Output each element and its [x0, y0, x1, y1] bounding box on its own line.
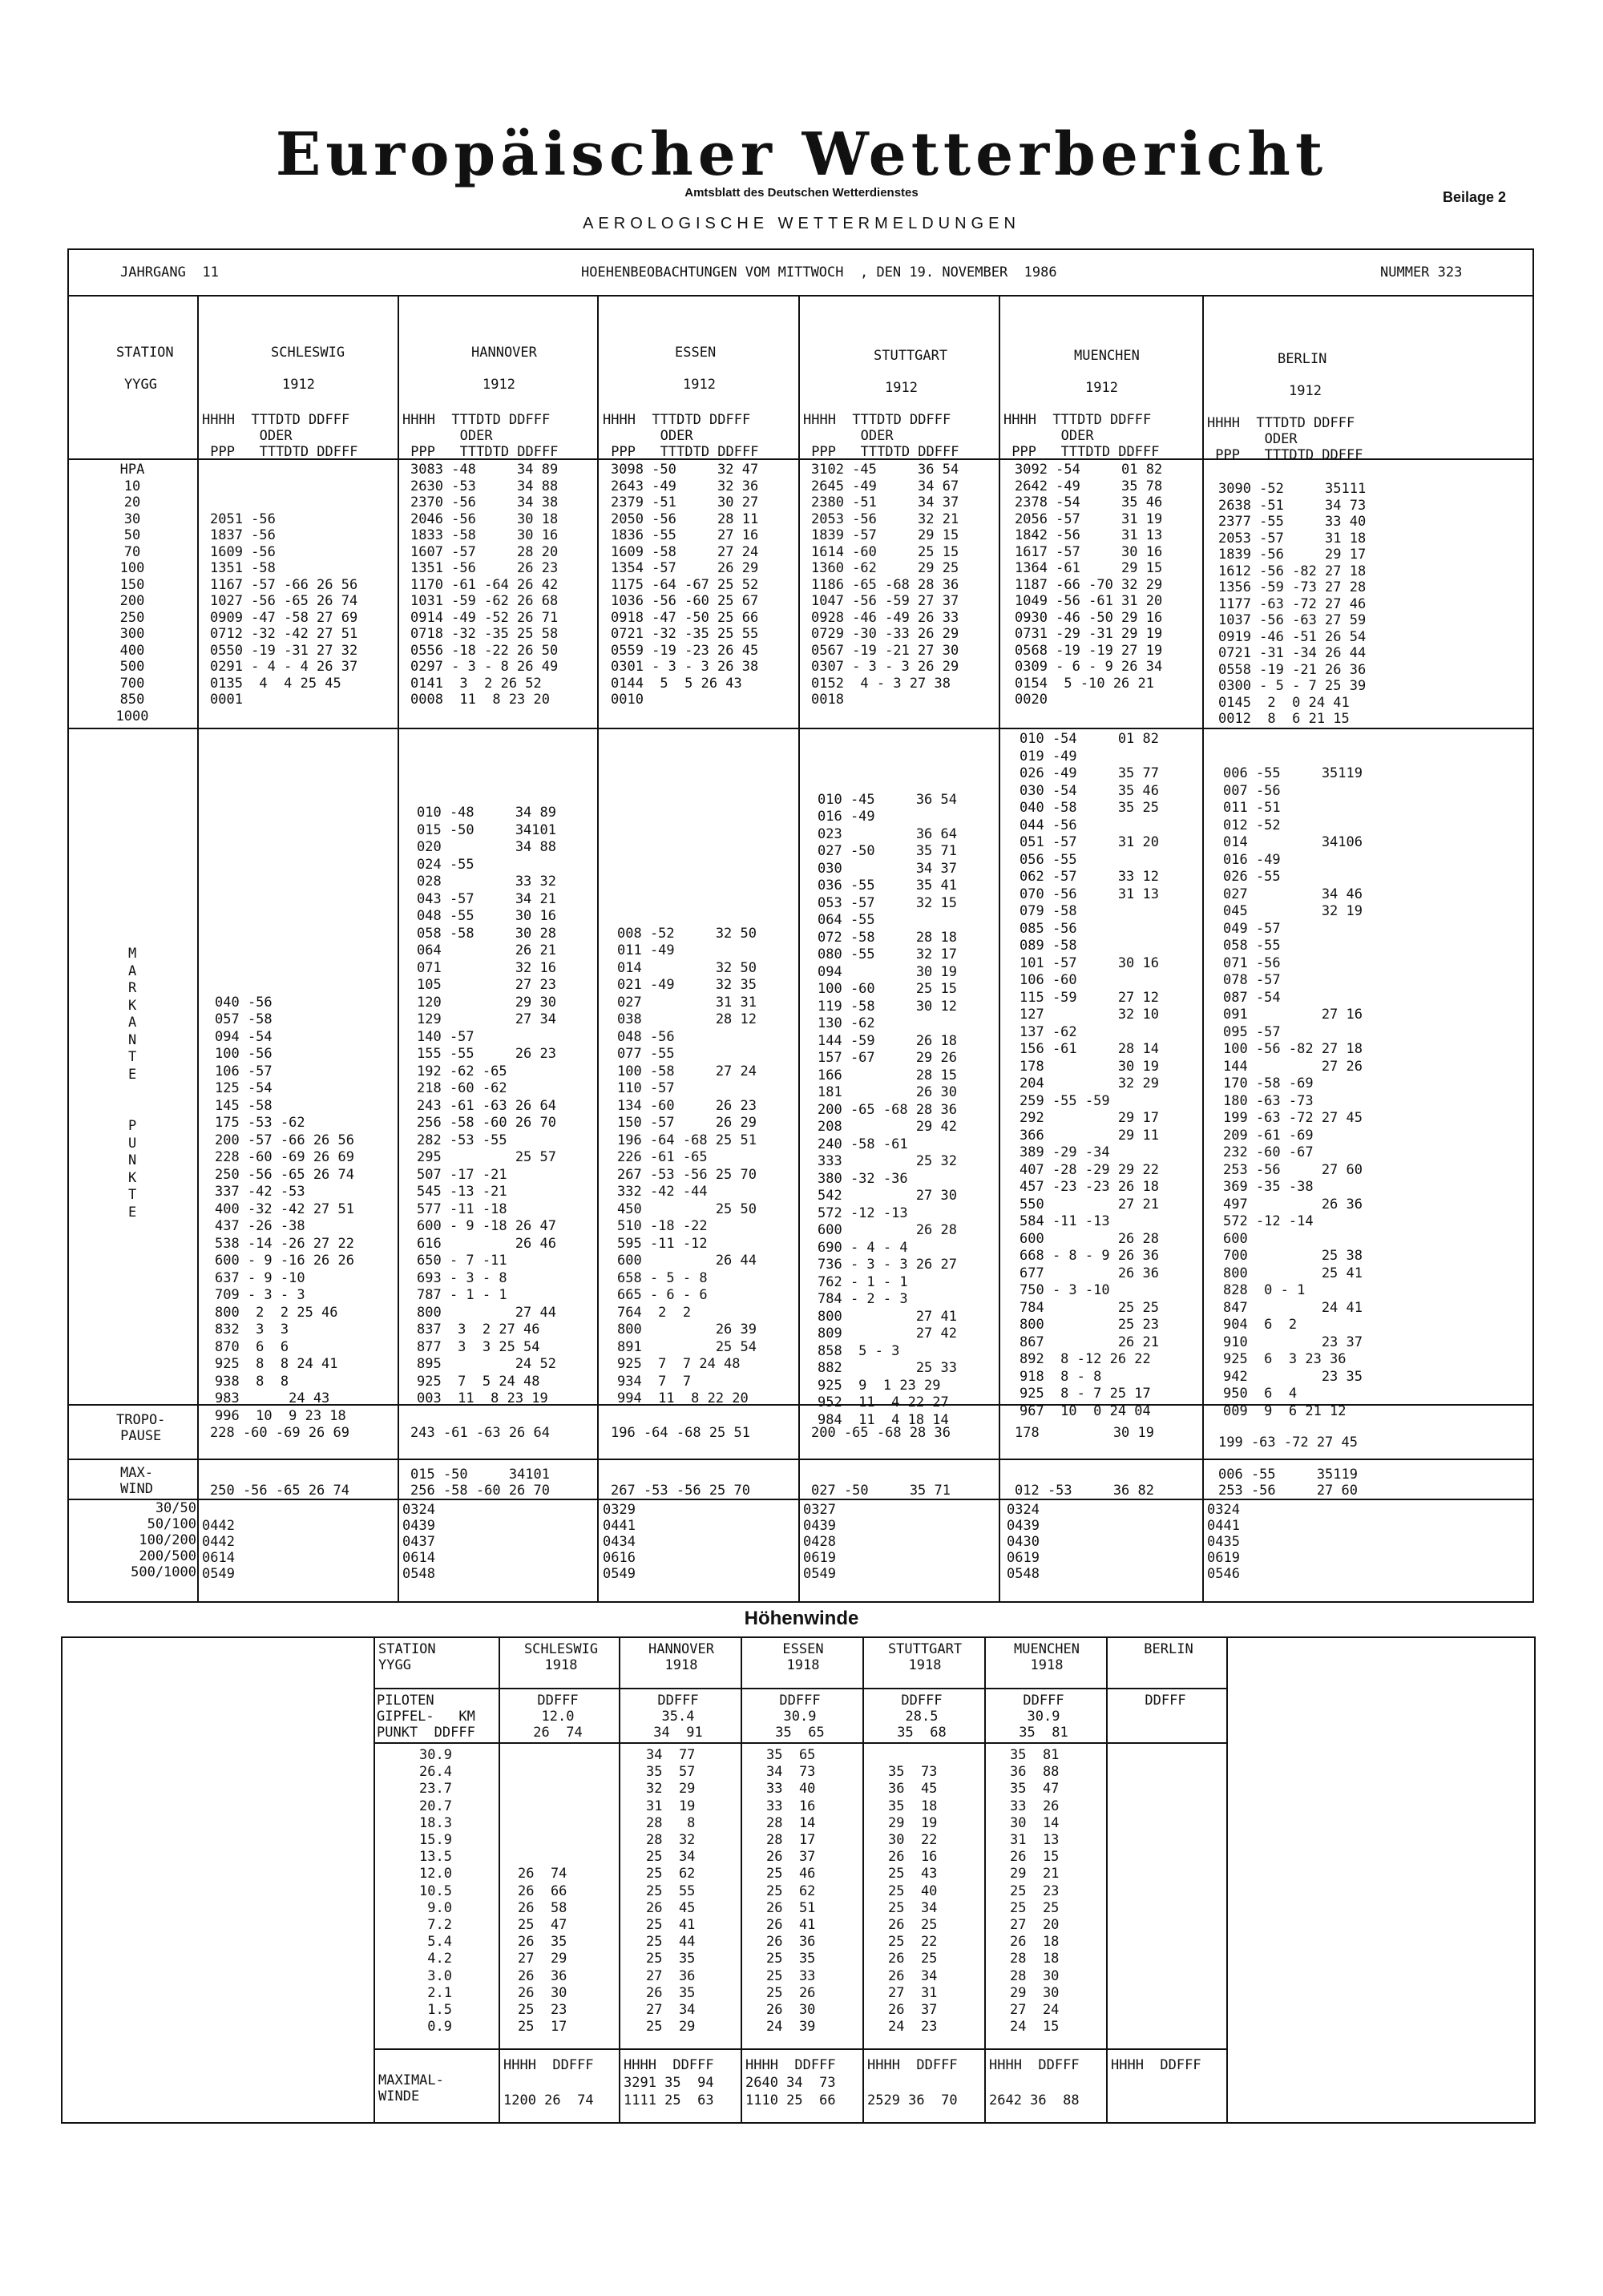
significant-points: 040 -56 057 -58 094 -54 100 -56 106 -57 125 -54 145 -58 175 -53 -62 200 -57 -66 26 56 228 -60 -69 26 69 250 -56 -65 26 74 337 -42 -53 400 -32 -42 27 51 437 -26 -38 538 -14 -26 27 22 600 - 9 -16 26 26 637 - 9 -10 709 - 3 - 3 800 2 2 25 46 832 3 3 870 6 6 925 8 8 24 41 938 8 8 983 24 43 996 10 9 23 18 — [215, 994, 354, 1424]
row-divider — [67, 728, 1534, 729]
infobar-divider — [67, 295, 1534, 297]
hw-station-name: HANNOVER 1918 — [648, 1641, 714, 1673]
hw-station-name: ESSEN 1918 — [782, 1641, 824, 1673]
significant-points: 008 -52 32 50 011 -49 014 32 50 021 -49 32 35 027 31 31 038 28 12 048 -56 077 -55 100 -58 27 24 110 -57 134 -60 26 23 150 -57 26 29 196 -64 -68 25 51 226 -61 -65 267 -53 -56 25 70 332 -42 -44 450 25 50 510 -18 -22 595 -11 -12 600 26 44 658 - 5 - 8 665 - 6 - 6 764 2 2 800 26 39 891 25 54 925 7 7 24 48 934 7 7 994 11 8 22 20 — [617, 925, 757, 1406]
col-divider — [597, 295, 599, 1603]
col-divider — [197, 295, 199, 1603]
hw-max-winds: HHHH DDFFF 2642 36 88 — [989, 2057, 1080, 2108]
col-divider — [798, 295, 800, 1603]
hw-wind-values: 26 74 26 66 26 58 25 47 26 35 27 29 26 36 26 30 25 23 25 17 — [518, 1866, 567, 2036]
col-divider — [499, 1636, 500, 2124]
tropopause-values: 199 -63 -72 27 45 — [1218, 1434, 1358, 1451]
col-divider — [741, 1636, 742, 2124]
hw-station-name: BERLIN — [1144, 1641, 1193, 1657]
layer-thickness: 0442 0442 0614 0549 — [202, 1518, 235, 1582]
hw-max-winds: HHHH DDFFF 3291 35 94 1111 25 63 — [624, 2057, 714, 2108]
hw-station-name: SCHLESWIG 1918 — [523, 1641, 599, 1673]
standard-levels: 3098 -50 32 47 2643 -49 32 36 2379 -51 30 27 2050 -56 28 11 1836 -55 27 16 1609 -58 27 24 1354 -57 26 29 1175 -64 -67 25 52 1036 -56 -60 25 67 0918 -47 -50 25 66 0721 -32 -35 25 55 0559 -19 -23 26 45 0301 - 3 - 3 26 38 0144 5 5 26 43 0010 — [611, 462, 759, 708]
hw-piloten-label: PILOTEN GIPFEL- KM PUNKT DDFFF — [377, 1693, 475, 1741]
hw-wind-values: 35 81 36 88 35 47 33 26 30 14 31 13 26 15 29 21 25 23 25 25 27 20 26 18 28 18 28 30 29 30 27 24 24 15 — [1010, 1747, 1060, 2036]
report-heading: HOEHENBEOBACHTUNGEN VOM MITTWOCH , DEN 19. NOVEMBER 1986 — [581, 264, 1057, 280]
section-title: AEROLOGISCHE WETTERMELDUNGEN — [583, 215, 1020, 232]
col-divider — [999, 295, 1000, 1603]
row-divider — [373, 1688, 1226, 1689]
significant-points: 010 -54 01 82 019 -49 026 -49 35 77 030 -54 35 46 040 -58 35 25 044 -56 051 -57 31 20 056 -55 062 -57 33 12 070 -56 31 13 079 -58 085 -56 089 -58 101 -57 30 16 106 -60 115 -59 27 12 127 32 10 137 -62 156 -61 28 14 178 30 19 204 32 29 259 -55 -59 292 29 17 366 29 11 389 -29 -34 407 -28 -29 29 22 457 -23 -23 26 18 550 27 21 584 -11 -13 600 26 28 668 - 8 - 9 26 36 677 26 36 750 - 3 -10 784 25 25 800 25 23 867 26 21 892 8 -12 26 22 918 8 - 8 925 8 - 7 25 17 967 10 0 24 04 — [1020, 731, 1159, 1419]
station-yygg: 1912 — [683, 377, 716, 393]
hw-max-winds: HHHH DDFFF 2529 36 70 — [867, 2057, 958, 2108]
column-header: HHHH TTTDTD DDFFF ODER PPP TTTDTD DDFFF — [1207, 415, 1363, 463]
layer-thickness: 0324 0439 0430 0619 0548 — [1007, 1502, 1040, 1582]
station-yygg: 1912 — [483, 377, 515, 393]
maxwind-values: 250 -56 -65 26 74 — [210, 1483, 349, 1499]
hw-km-values: 30.9 26.4 23.7 20.7 18.3 15.9 13.5 12.0 10.5 9.0 7.2 5.4 4.2 3.0 2.1 1.5 0.9 — [419, 1747, 452, 2036]
significant-points: 010 -45 36 54 016 -49 023 36 64 027 -50 35 71 030 34 37 036 -55 35 41 053 -57 32 15 064 -55 072 -58 28 18 080 -55 32 17 094 30 19 100 -60 25 15 119 -58 30 12 130 -62 144 -59 26 18 157 -67 29 26 166 28 15 181 26 30 200 -65 -68 28 36 208 29 42 240 -58 -61 333 25 32 380 -32 -36 542 27 30 572 -12 -13 600 26 28 690 - 4 - 4 736 - 3 - 3 26 27 762 - 1 - 1 784 - 2 - 3 800 27 41 809 27 42 858 5 - 3 882 25 33 925 9 1 23 29 952 11 4 22 27 984 11 4 18 14 — [818, 791, 957, 1428]
col-divider — [862, 1636, 864, 2124]
hw-gipfel: DDFFF 28.5 35 68 — [897, 1693, 947, 1741]
column-header: HHHH TTTDTD DDFFF ODER PPP TTTDTD DDFFF — [402, 412, 559, 460]
row-divider — [67, 1459, 1534, 1460]
col-divider — [373, 1636, 375, 2124]
layer-thickness: 0327 0439 0428 0619 0549 — [803, 1502, 836, 1582]
hw-gipfel: DDFFF 30.9 35 81 — [1019, 1693, 1068, 1741]
nummer-label: NUMMER 323 — [1380, 264, 1463, 280]
column-header: HHHH TTTDTD DDFFF ODER PPP TTTDTD DDFFF — [1003, 412, 1160, 460]
markante-punkte-label: M A R K A N T E P U N K T E — [128, 946, 137, 1221]
station-yygg: 1912 — [282, 377, 315, 393]
hoehenwinde-title: Höhenwinde — [744, 1608, 859, 1629]
col-divider — [1106, 1636, 1108, 2124]
station-name: BERLIN — [1278, 351, 1327, 367]
tropopause-values: 178 30 19 — [1015, 1425, 1154, 1441]
jahrgang-label: JAHRGANG 11 — [120, 264, 219, 280]
standard-levels: 3083 -48 34 89 2630 -53 34 88 2370 -56 34 38 2046 -56 30 18 1833 -58 30 16 1607 -57 28 20 1351 -56 26 23 1170 -61 -64 26 42 1031 -59 -62 26 68 0914 -49 -52 26 71 0718 -32 -35 25 58 0556 -18 -22 26 50 0297 - 3 - 8 26 49 0141 3 2 26 52 0008 11 8 23 20 — [410, 462, 559, 708]
layer-thickness-labels: 30/50 50/100 100/200 200/500 500/1000 — [131, 1500, 196, 1580]
station-name: SCHLESWIG — [271, 345, 345, 361]
column-header: HHHH TTTDTD DDFFF ODER PPP TTTDTD DDFFF — [603, 412, 759, 460]
maxwind-label: MAX- WIND — [120, 1465, 153, 1497]
col-divider — [1226, 1636, 1228, 2124]
station-name: MUENCHEN — [1074, 348, 1140, 364]
standard-levels: 3090 -52 35111 2638 -51 34 73 2377 -55 33 40 2053 -57 31 18 1839 -56 29 17 1612 -56 -82 27 18 1356 -59 -73 27 28 1177 -63 -72 27 46 1037 -56 -63 27 59 0919 -46 -51 26 54 0721 -31 -34 26 44 0558 -19 -21 26 36 0300 - 5 - 7 25 39 0145 2 0 24 41 0012 8 6 21 15 — [1218, 481, 1367, 727]
column-header: HHHH TTTDTD DDFFF ODER PPP TTTDTD DDFFF — [803, 412, 959, 460]
maxwind-values: 012 -53 36 82 — [1015, 1483, 1154, 1499]
hw-maximal-label: MAXIMAL- WINDE — [378, 2072, 444, 2104]
col-divider — [1202, 295, 1204, 1603]
significant-points: 006 -55 35119 007 -56 011 -51 012 -52 014 34106 016 -49 026 -55 027 34 46 045 32 19 049 -57 058 -55 071 -56 078 -57 087 -54 091 27 16 095 -57 100 -56 -82 27 18 144 27 26 170 -58 -69 180 -63 -73 199 -63 -72 27 45 209 -61 -69 232 -60 -67 253 -56 27 60 369 -35 -38 497 26 36 572 -12 -14 600 700 25 38 800 25 41 828 0 - 1 847 24 41 904 6 2 910 23 37 925 6 3 23 36 942 23 35 950 6 4 009 9 6 21 12 — [1223, 765, 1363, 1419]
col-divider — [984, 1636, 986, 2124]
station-name: HANNOVER — [471, 345, 537, 361]
maxwind-values: 015 -50 34101 256 -58 -60 26 70 — [410, 1467, 550, 1499]
significant-points: 010 -48 34 89 015 -50 34101 020 34 88 024 -55 028 33 32 043 -57 34 21 048 -55 30 16 058 -58 30 28 064 26 21 071 32 16 105 27 23 120 29 30 129 27 34 140 -57 155 -55 26 23 192 -62 -65 218 -60 -62 243 -61 -63 26 64 256 -58 -60 26 70 282 -53 -55 295 25 57 507 -17 -21 545 -13 -21 577 -11 -18 600 - 9 -18 26 47 616 26 46 650 - 7 -11 693 - 3 - 8 787 - 1 - 1 800 27 44 837 3 2 27 46 877 3 3 25 54 895 24 52 925 7 5 24 48 003 11 8 23 19 — [417, 805, 556, 1406]
hw-gipfel: DDFFF 12.0 26 74 — [533, 1693, 583, 1741]
standard-levels: 3092 -54 01 82 2642 -49 35 78 2378 -54 35 46 2056 -57 31 19 1842 -56 31 13 1617 -57 30 16 1364 -61 29 15 1187 -66 -70 32 29 1049 -56 -61 31 20 0930 -46 -50 29 16 0731 -29 -31 29 19 0568 -19 -19 27 19 0309 - 6 - 9 26 34 0154 5 -10 26 21 0020 — [1015, 462, 1163, 708]
station-name: STUTTGART — [874, 348, 948, 364]
station-yygg: 1912 — [1085, 380, 1118, 396]
hw-gipfel: DDFFF 35.4 34 91 — [653, 1693, 703, 1741]
hw-gipfel: DDFFF 30.9 35 65 — [775, 1693, 825, 1741]
col-divider — [398, 295, 399, 1603]
row-divider — [373, 2048, 1226, 2050]
hw-station-name: STUTTGART 1918 — [887, 1641, 963, 1673]
station-yygg: 1912 — [1289, 383, 1322, 399]
standard-levels: 2051 -56 1837 -56 1609 -56 1351 -58 1167 -57 -66 26 56 1027 -56 -65 26 74 0909 -47 -58 27 69 0712 -32 -42 27 51 0550 -19 -31 27 32 0291 - 4 - 4 26 37 0135 4 4 25 45 0001 — [210, 510, 358, 708]
station-label: STATION — [116, 345, 174, 361]
hw-wind-values: 34 77 35 57 32 29 31 19 28 8 28 32 25 34 25 62 25 55 26 45 25 41 25 44 25 35 27 36 26 35 27 34 25 29 — [646, 1747, 696, 2036]
tropopause-values: 200 -65 -68 28 36 — [811, 1425, 951, 1441]
yygg-label: YYGG — [124, 377, 157, 393]
station-name: ESSEN — [675, 345, 717, 361]
hpa-levels: HPA 10 20 30 50 70 100 150 200 250 300 400 500 700 850 1000 — [115, 462, 149, 724]
hw-station-label: STATION YYGG — [378, 1641, 436, 1673]
hw-max-winds: HHHH DDFFF 1200 26 74 — [503, 2057, 594, 2108]
beilage-label: Beilage 2 — [1443, 189, 1507, 205]
layer-thickness: 0329 0441 0434 0616 0549 — [603, 1502, 636, 1582]
maxwind-values: 267 -53 -56 25 70 — [611, 1483, 750, 1499]
hw-gipfel: DDFFF — [1145, 1693, 1186, 1709]
maxwind-values: 006 -55 35119 253 -56 27 60 — [1218, 1467, 1358, 1499]
col-divider — [619, 1636, 620, 2124]
tropopause-label: TROPO- PAUSE — [116, 1412, 166, 1444]
layer-thickness: 0324 0441 0435 0619 0546 — [1207, 1502, 1240, 1582]
station-yygg: 1912 — [885, 380, 918, 396]
page-title: Europäischer Wetterbericht — [275, 120, 1328, 189]
hw-wind-values: 35 65 34 73 33 40 33 16 28 14 28 17 26 37 25 46 25 62 26 51 26 41 26 36 25 35 25 33 25 26 26 30 24 39 — [766, 1747, 816, 2036]
standard-levels: 3102 -45 36 54 2645 -49 34 67 2380 -51 34 37 2053 -56 32 21 1839 -57 29 15 1614 -60 25 15 1360 -62 29 25 1186 -65 -68 28 36 1047 -56 -59 27 37 0928 -46 -49 26 33 0729 -30 -33 26 29 0567 -19 -21 27 30 0307 - 3 - 3 26 29 0152 4 - 3 27 38 0018 — [811, 462, 959, 708]
page-subtitle: Amtsblatt des Deutschen Wetterdienstes — [684, 186, 919, 200]
tropopause-values: 243 -61 -63 26 64 — [410, 1425, 550, 1441]
maxwind-values: 027 -50 35 71 — [811, 1483, 951, 1499]
hw-station-name: MUENCHEN 1918 — [1014, 1641, 1080, 1673]
hw-wind-values: 35 73 36 45 35 18 29 19 30 22 26 16 25 43 25 40 25 34 26 25 25 22 26 25 26 34 27 31 26 37 24 23 — [888, 1764, 938, 2036]
column-header: HHHH TTTDTD DDFFF ODER PPP TTTDTD DDFFF — [202, 412, 358, 460]
tropopause-values: 196 -64 -68 25 51 — [611, 1425, 750, 1441]
row-divider — [67, 1499, 1534, 1500]
tropopause-values: 228 -60 -69 26 69 — [210, 1425, 349, 1441]
row-divider — [373, 1742, 1226, 1744]
layer-thickness: 0324 0439 0437 0614 0548 — [402, 1502, 435, 1582]
hw-max-winds: HHHH DDFFF — [1111, 2057, 1201, 2073]
hw-max-winds: HHHH DDFFF 2640 34 73 1110 25 66 — [745, 2057, 836, 2108]
